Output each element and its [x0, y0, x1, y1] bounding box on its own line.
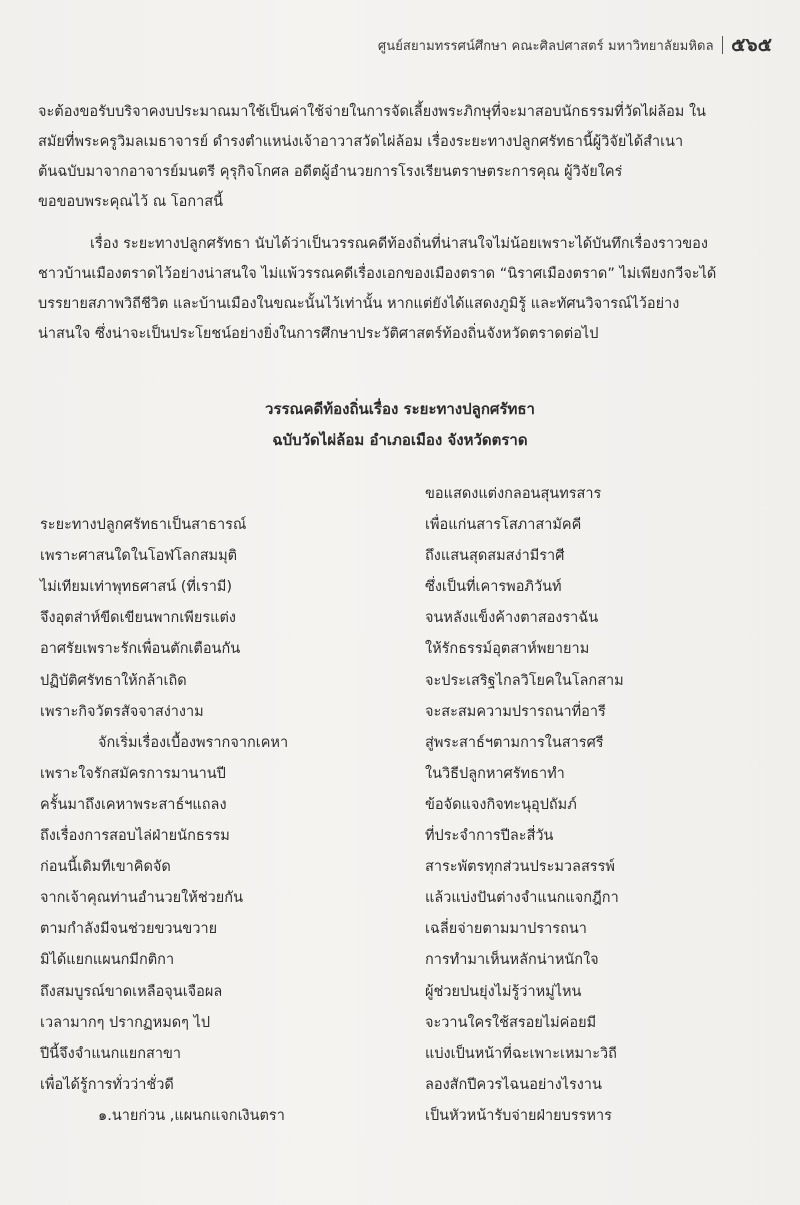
verse-first-half: อาศรัยเพราะรักเพื่อนตักเตือนกัน [40, 641, 241, 658]
verse-second-half: ขอแสดงแต่งกลอนสุนทรสาร [425, 486, 602, 502]
paragraph-2 [38, 229, 738, 349]
header-divider [722, 36, 724, 54]
verse-first-half: เพราะศาสนใดในโอฬโลกสมมุติ [40, 548, 238, 565]
verse-second-half: ซึ่งเป็นที่เคารพอภิวันท์ [425, 579, 562, 596]
verse-second-half: ที่ประจำการปีละสี่วัน [425, 828, 554, 845]
verse-second-half: สาระพัตรทุกส่วนประมวลสรรพ์ [425, 859, 615, 876]
verse-second-half: เพื่อแก่นสารโสภาสามัคคี [425, 517, 582, 534]
verse-row [0, 669, 800, 700]
verse-first-half: ครั้นมาถึงเคหาพระสาธ์ฯแถลง [40, 796, 227, 813]
verse-row [0, 1042, 800, 1073]
verse-row [0, 513, 800, 544]
verse-first-half: เพราะกิจวัตรสัจจาสง่างาม [40, 703, 204, 720]
verse-second-half: เป็นหัวหน้ารับจ่ายฝ่ายบรรหาร [425, 1107, 612, 1124]
page-number: ๕๖๕ [731, 34, 772, 56]
paragraph-line: ขอขอบพระคุณไว้ ณ โอกาสนี้ [38, 194, 224, 210]
verse-first-half: ก่อนนี้เดิมทีเขาคิดจัด [40, 859, 171, 876]
verse-row [0, 855, 800, 886]
verse-first-half: มิได้แยกแผนกมีกติกา [40, 952, 175, 969]
verse-row [0, 948, 800, 979]
section-subtitle: ฉบับวัดไผ่ล้อม อำเภอเมือง จังหวัดตราด [272, 431, 528, 449]
paragraph-line: จะต้องขอรับบริจาคงบประมาณมาใช้เป็นค่าใช้จ่ายในการจัดเลี้ยงพระภิกษุที่จะมาสอบนักธรรมที่วัดไผ่ล้อม ใน [38, 104, 706, 120]
verse-first-half: จากเจ้าคุณท่านอำนวยให้ช่วยกัน [40, 890, 243, 907]
verse-second-half: ลองสักปีควรไฉนอย่างไรงาน [425, 1076, 602, 1093]
verse-row [0, 482, 800, 513]
verse-second-half: สู่พระสาธ์ฯตามการในสารศรี [425, 734, 604, 751]
paragraph-line: บรรยายสภาพวิถีชีวิต และบ้านเมืองในขณะนั้นไว้เท่านั้น หากแต่ยังได้แสดงภูมิรู้ และทัศนวิจารณ์ไว้อย่าง [38, 296, 680, 312]
verse-second-half: ให้รักธรรม์อุตสาห์พยายาม [425, 641, 590, 658]
verse-first-half: ถึงสมบูรณ์ขาดเหลือจุนเจือผล [40, 983, 223, 1000]
verse-second-half: จะประเสริฐไกลวิโยคในโลกสาม [425, 672, 624, 689]
verse-first-half: ถึงเรื่องการสอบไล่ฝ่ายนักธรรม [40, 828, 230, 845]
verse-second-half: ผู้ช่วยปนยุ่งไม่รู้ว่าหมู่ไหน [425, 983, 582, 1000]
section-title: วรรณคดีท้องถิ่นเรื่อง ระยะทางปลูกศรัทธา [265, 400, 535, 418]
running-title: ศูนย์สยามทรรศน์ศึกษา คณะศิลปศาสตร์ มหาวิทยาลัยมหิดล [377, 38, 714, 54]
verse-row [0, 575, 800, 606]
paragraph-line: เรื่อง ระยะทางปลูกศรัทธา นับได้ว่าเป็นวรรณคดีท้องถิ่นที่น่าสนใจไม่น้อยเพราะได้บันทึกเรื่องราวของ [90, 236, 708, 252]
verse-second-half: ในวิธีปลูกหาศรัทธาทำ [425, 765, 565, 782]
verse-first-half: เพื่อได้รู้การทั่วว่าชั่วดี [40, 1076, 174, 1093]
verse-row [0, 1104, 800, 1135]
verse-row [0, 731, 800, 762]
page-header [378, 30, 772, 60]
verse-first-half: ปีนี้จึงจำแนกแยกสาขา [40, 1045, 182, 1062]
verse-second-half: จนหลังแข็งค้างตาสองราฉัน [425, 610, 599, 627]
verse-row [0, 980, 800, 1011]
paragraph-line: สมัยที่พระครูวิมลเมธาจารย์ ดำรงตำแหน่งเจ้าอาวาสวัดไผ่ล้อม เรื่องระยะทางปลูกศรัทธานี้ผู้วิจัยได้สำเนา [38, 134, 684, 150]
verse-second-half: เฉลี่ยจ่ายตามมาปรารถนา [425, 921, 587, 938]
verse-first-half: ตามกำลังมีจนช่วยขวนขวาย [40, 921, 218, 938]
verse-second-half: แล้วแบ่งปันต่างจำแนกแจกฎีกา [425, 890, 619, 907]
verse-first-half: เวลามากๆ ปรากฏหมดๆ ไป [40, 1014, 211, 1031]
verse-row [0, 544, 800, 575]
verse-second-half: การทำมาเห็นหลักน่าหนักใจ [425, 952, 599, 969]
verse-second-half: ข้อจัดแจงกิจทะนุอุปถัมภ์ [425, 796, 577, 813]
verse-row [0, 1011, 800, 1042]
verse-first-half: เพราะใจรักสมัครการมานานปี [40, 765, 226, 782]
verse-second-half: แบ่งเป็นหน้าที่ฉะเพาะเหมาะวิถี [425, 1045, 617, 1062]
verse-first-half: ปฏิบัติศรัทธาให้กล้าเถิด [40, 672, 187, 689]
paragraph-1 [38, 97, 738, 217]
verse-row [0, 606, 800, 637]
verse-first-half: จึงอุตส่าห์ขีดเขียนพากเพียรแต่ง [40, 610, 236, 627]
verse-first-half: ไม่เทียมเท่าพุทธศาสน์ (ที่เรามี) [40, 579, 233, 596]
verse-first-half: จักเริ่มเรื่องเบื้องพรากจากเคหา [98, 734, 289, 751]
verse-second-half: จะวานใครใช้สรอยไม่ค่อยมี [425, 1014, 597, 1031]
paragraph-line: ต้นฉบับมาจากอาจารย์มนตรี คุรุกิจโกศล อดีตผู้อำนวยการโรงเรียนตราษตระการคุณ ผู้วิจัยใคร่ [38, 164, 623, 180]
verse-row [0, 762, 800, 793]
verse-row [0, 824, 800, 855]
verse-second-half: จะสะสมความปรารถนาที่อารี [425, 703, 606, 720]
verse-row [0, 637, 800, 668]
verse-second-half: ถึงแสนสุดสมสง่ามีราศี [425, 548, 565, 565]
verse-block [0, 482, 800, 1135]
paragraph-line: น่าสนใจ ซึ่งน่าจะเป็นประโยชน์อย่างยิ่งในการศึกษาประวัติศาสตร์ท้องถิ่นจังหวัดตราดต่อไป [38, 326, 599, 342]
verse-row [0, 917, 800, 948]
verse-row [0, 1073, 800, 1104]
verse-first-half: ระยะทางปลูกศรัทธาเป็นสาธารณ์ [40, 517, 247, 534]
verse-row [0, 886, 800, 917]
verse-row [0, 700, 800, 731]
verse-first-half: ๑.นายก่วน ,แผนกแจกเงินตรา [98, 1107, 285, 1124]
verse-row [0, 793, 800, 824]
paragraph-line: ชาวบ้านเมืองตราดไว้อย่างน่าสนใจ ไม่แพ้วรรณคดีเรื่องเอกของเมืองตราด “นิราศเมืองตราด” ไม่เพียงกวีจะได้ [38, 266, 717, 282]
